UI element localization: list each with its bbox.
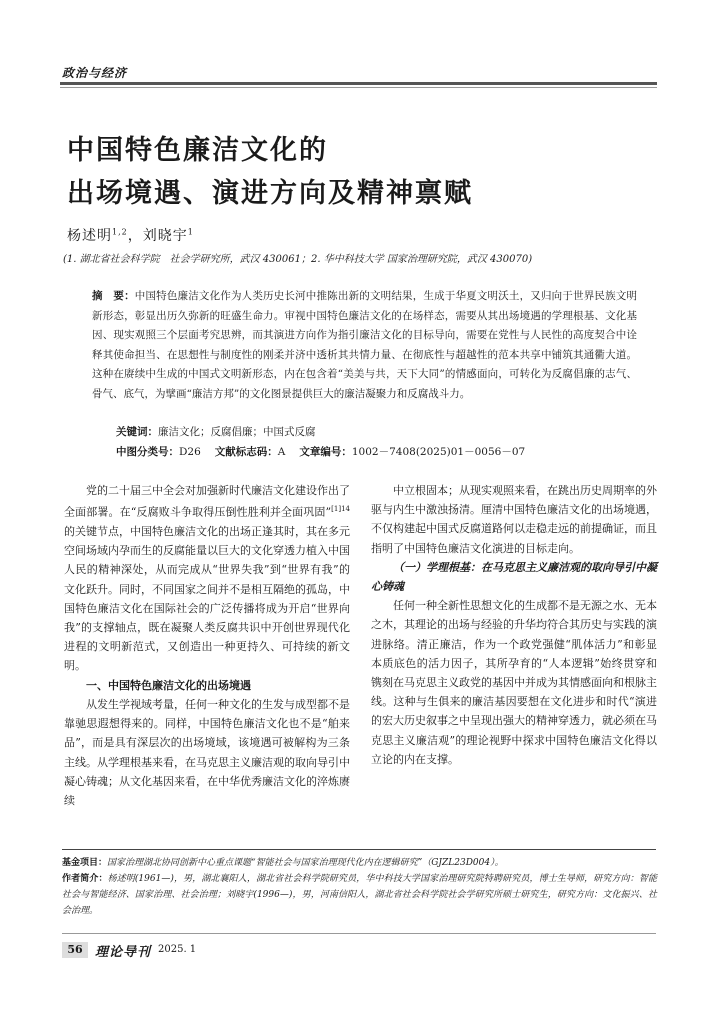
author-separator: ，: [127, 228, 143, 244]
doc-code-value: A: [277, 446, 286, 458]
issue-info: 2025. 1: [158, 944, 197, 955]
footer-rule: [62, 933, 656, 934]
fund-label: 基金项目：: [62, 858, 108, 868]
clc-value: D26: [179, 446, 201, 458]
article-id-label: 文章编号：: [299, 446, 352, 458]
author-line: [67, 225, 194, 245]
affiliation: (1. 湖北省社会科学院 社会学研究所，武汉 430061；2. 华中科技大学 国家治理研究院，武汉 430070): [63, 254, 533, 265]
author-bio-label: 作者简介：: [62, 874, 108, 884]
fund-note: [62, 855, 657, 871]
header-rule-thin: [60, 87, 657, 88]
column-tag: 政治与经济: [62, 66, 128, 80]
body-column-left: [64, 481, 350, 810]
header-rule-thick: [60, 82, 657, 85]
article-title-line-2: 出场境遇、演进方向及精神禀赋: [67, 178, 473, 209]
author-1: 杨述明: [67, 228, 112, 244]
author-1-affil-ref: 1,2: [112, 227, 128, 237]
abstract: [92, 287, 637, 405]
keywords: [116, 424, 316, 439]
author-bio-text: 杨述明(1961—)，男，湖北襄阳人，湖北省社会科学院研究员，华中科技大学国家治理研究院特聘研究员，博士生导师，研究方向：智能社会与智能经济、国家治理、社会治理；刘晓宇(1996—)，男，河南信阳人，湖北省社会科学院社会学研究所硕士研究生，研究方向：文化振兴、社会治理。: [62, 874, 657, 916]
author-2: 刘晓宇: [142, 228, 188, 244]
citation-ref: [1]14: [331, 505, 350, 514]
clc-label: 中图分类号：: [116, 446, 179, 458]
body-paragraph: [64, 481, 350, 676]
body-text: 党的二十届三中全会对加强新时代廉洁文化建设作出了全面部署。在“反腐败斗争取得压倒性胜利并全面巩固”: [64, 484, 350, 519]
footnotes: [62, 855, 657, 919]
author-note: [62, 871, 657, 919]
keywords-label: 关键词：: [116, 426, 158, 438]
article-id-value: 1002－7408(2025)01－0056－07: [351, 446, 526, 458]
body-column-right: [371, 481, 657, 769]
body-text: 的关键节点，中国特色廉洁文化的出场正逢其时，其在多元空间场域内孕而生的反腐能量以巨大的文化穿透力植入中国人民的精神深处，从而完成从“世界失我”到“世界有我”的文化跃升。同时，不同国家之间并不是相互隔绝的孤岛，中国特色廉洁文化在国际社会的广泛传播将成为开启“世界向我”的支撑轴点，既在凝聚人类反腐共识中开创世界现代化进程的文明新范式，又创造出一种更持久、可持续的新文明。: [64, 525, 350, 673]
body-paragraph: 从发生学视域考量，任何一种文化的生发与成型都不是靠驰思遐想得来的。同样，中国特色廉洁文化也不是“舶来品”，而是具有深层次的出场境域，该境遇可被解构为三条主线。从学理根基来看，在马克思主义廉洁观的取向导引中凝心铸魂；从文化基因来看，在中华优秀廉洁文化的淬炼赓续: [64, 697, 350, 807]
footnote-rule: [62, 849, 656, 850]
abstract-text: 中国特色廉洁文化作为人类历史长河中推陈出新的文明结果，生成于华夏文明沃土，又归向于世界民族文明新形态，彰显出历久弥新的旺盛生命力。审视中国特色廉洁文化的在场样态，需要从其出场境遇的学理根基、文化基因、现实观照三个层面考究思辨，而其演进方向作为指引廉洁文化的目标导向，需要在党性与人民性的高度契合中诠释其使命担当、在思想性与制度性的刚柔并济中透析其共情力量、在彻底性与超越性的范本共享中铺筑其通衢大道。这种在赓续中生成的中国式文明新形态，内在包含着“美美与共，天下大同”的情感面向，可转化为反腐倡廉的志气、骨气、底气，为擘画“廉洁方邦”的文化图景提供巨大的廉洁凝聚力和反腐战斗力。: [92, 290, 638, 400]
journal-name: 理论导刊: [95, 945, 152, 960]
section-heading: 一、中国特色廉洁文化的出场境遇: [86, 678, 251, 692]
page-number: 56: [62, 942, 88, 958]
body-paragraph: 中立根固本；从现实观照来看，在跳出历史周期率的外驱与内生中激浊扬清。厘清中国特色廉洁文化的出场境遇，不仅构建起中国式反腐道路何以走稳走远的前提确证，而且指明了中国特色廉洁文化演进的目标走向。: [371, 484, 657, 555]
article-title-line-1: 中国特色廉洁文化的: [67, 135, 328, 166]
subsection-heading: （一）学理根基：在马克思主义廉洁观的取向导引中凝心铸魂: [371, 560, 657, 594]
author-2-affil-ref: 1: [187, 227, 194, 237]
keywords-text: 廉洁文化；反腐倡廉；中国式反腐: [158, 426, 316, 438]
fund-text: 国家治理湖北协同创新中心重点课题“智能社会与国家治理现代化内在逻辑研究”（GJZL23D004）。: [107, 858, 504, 868]
body-paragraph: 任何一种全新性思想文化的生成都不是无源之水、无本之木，其理论的出场与经验的升华均符合其历史与实践的演进脉络。清正廉洁，作为一个政党强健“肌体活力”和彰显本质底色的活力因子，其所孕育的“人本逻辑”始终贯穿和镌刻在马克思主义政党的基因中并成为其情感面向和根脉主线。这种与生俱来的廉洁基因要想在文化进步和时代“演进的宏大历史叙事之中呈现出强大的精神穿透力，就必须在马克思主义廉洁观”的理论视野中探求中国特色廉洁文化得以立论的内在支撑。: [371, 599, 657, 766]
doc-code-label: 文献标志码：: [214, 446, 278, 458]
abstract-label: 摘 要：: [92, 290, 135, 302]
classification-line: [116, 444, 525, 459]
